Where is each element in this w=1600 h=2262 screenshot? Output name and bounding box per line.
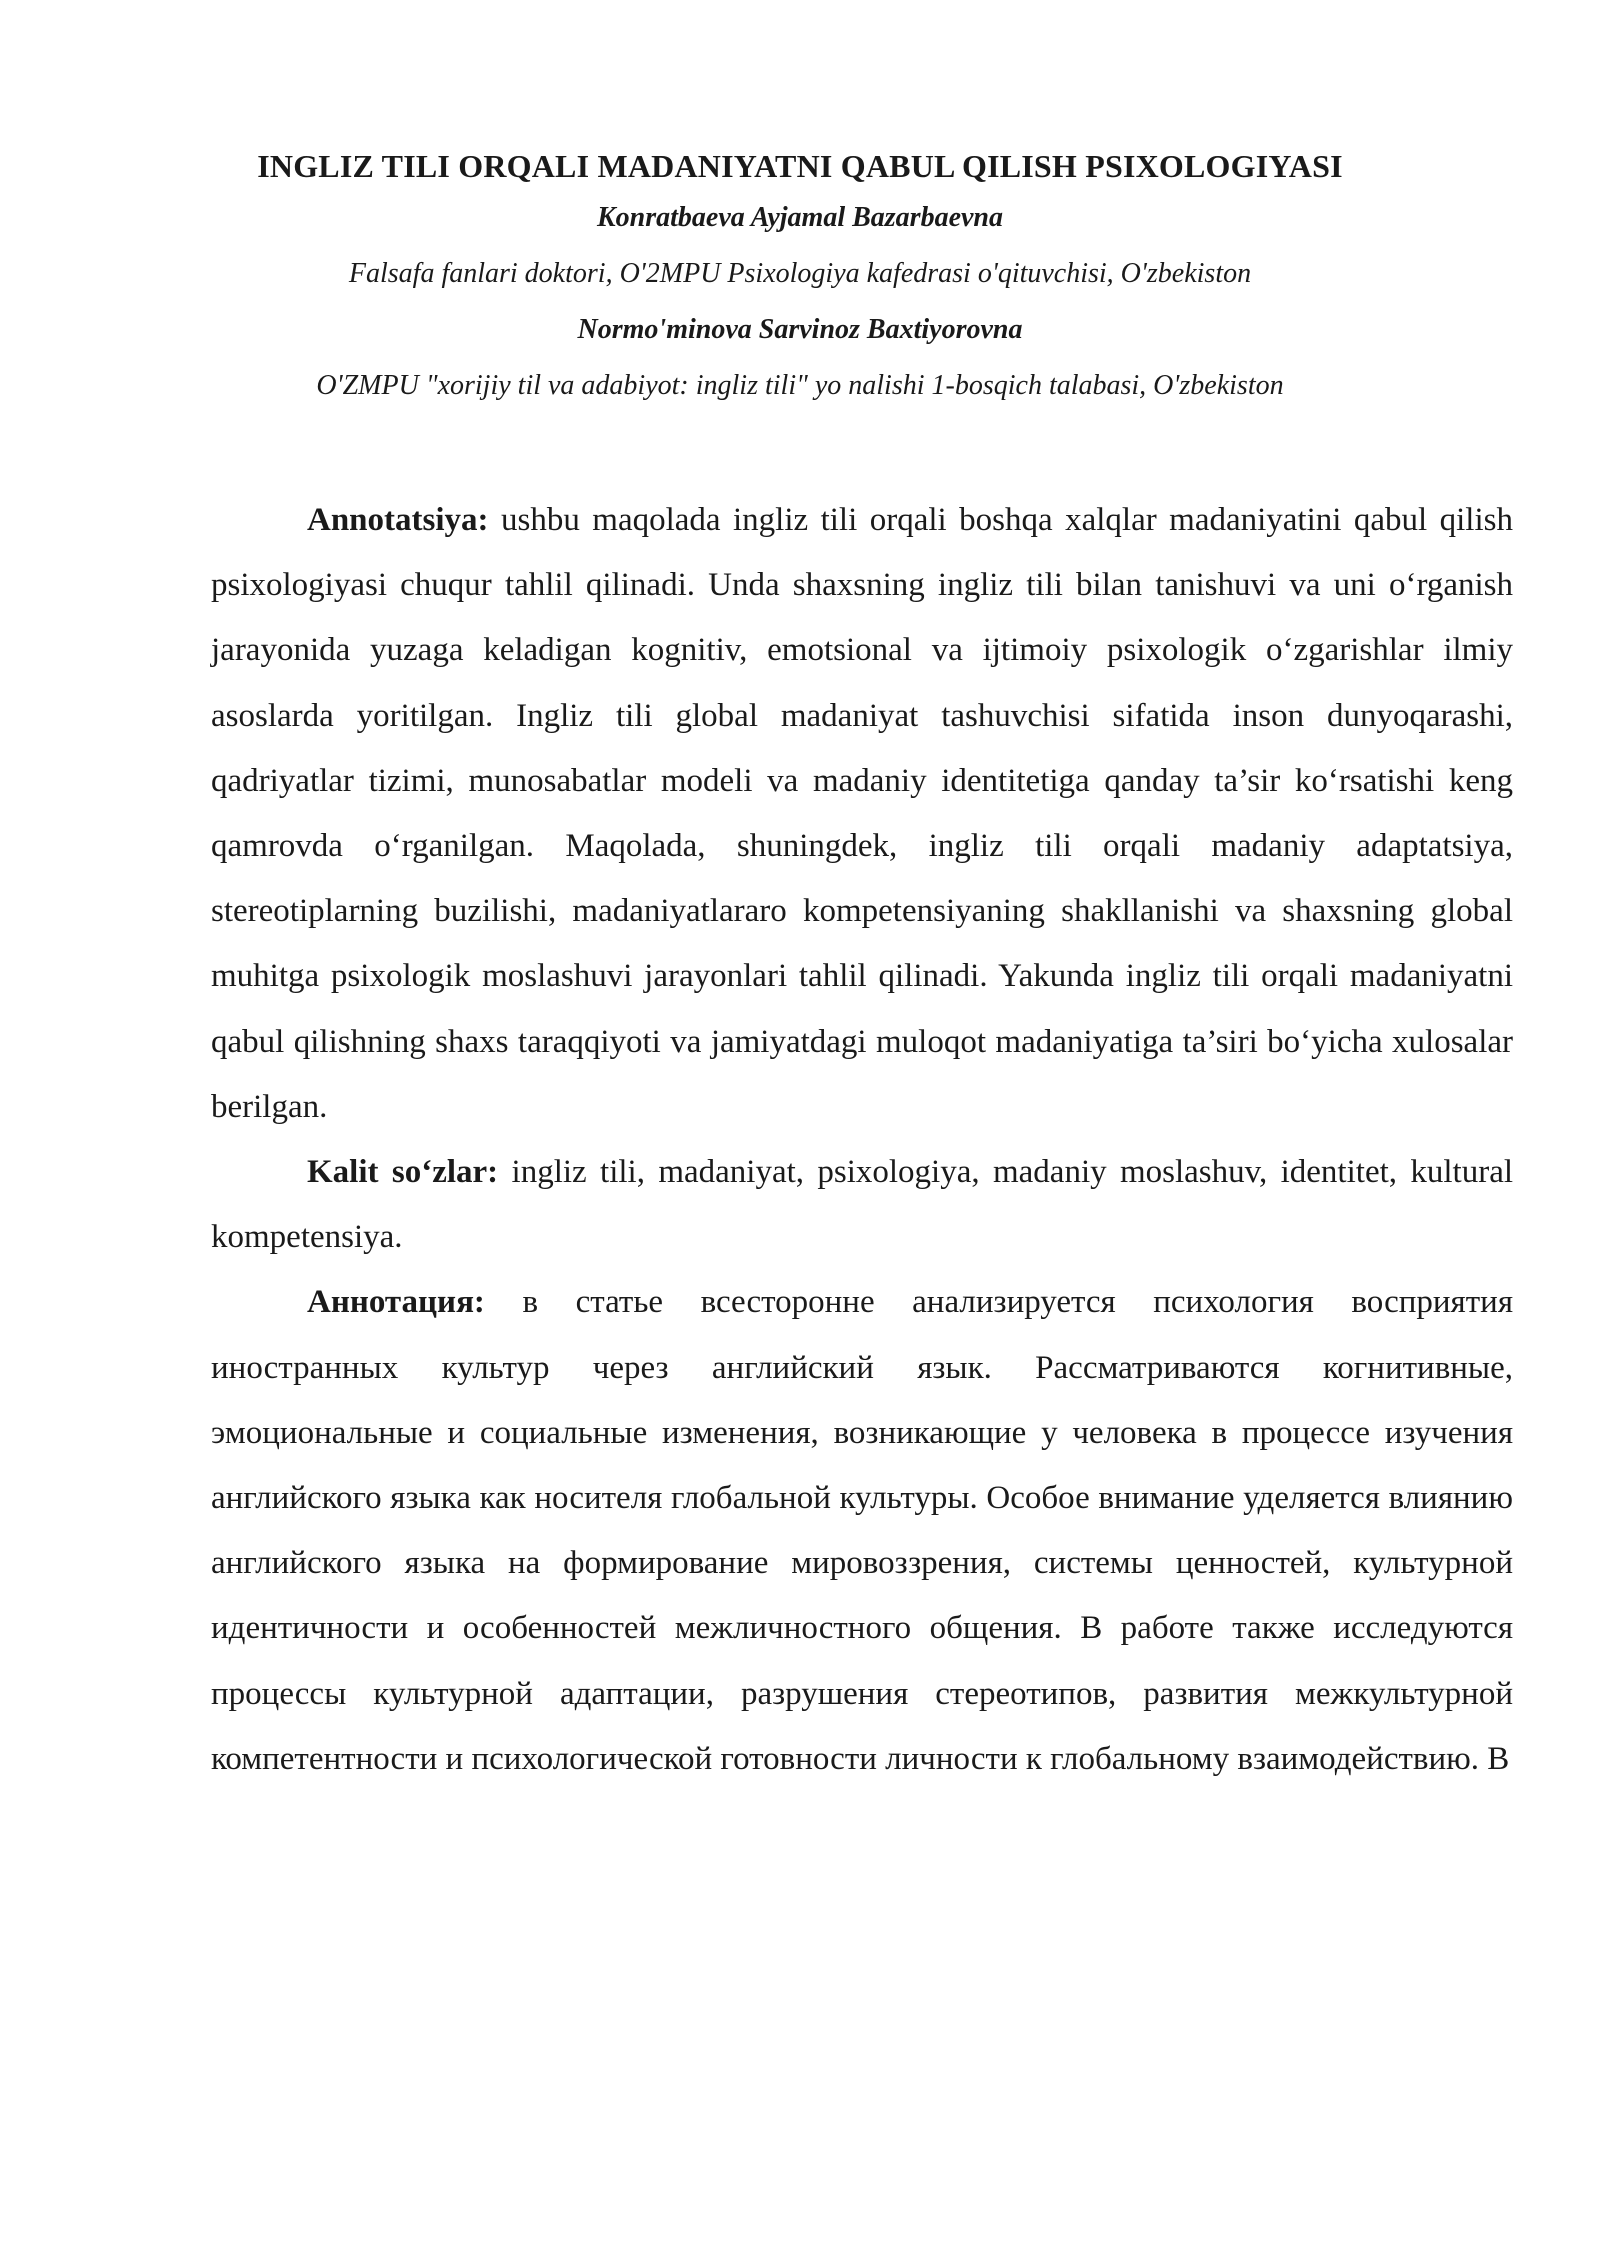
annotation-uz-paragraph	[211, 488, 1513, 1140]
author-affiliation-2: O'ZMPU "xorijiy til va adabiyot: ingliz tili" yo nalishi 1-bosqich talabasi, O'zbekiston	[316, 370, 1284, 401]
annotation-uz-text: ushbu maqolada ingliz tili orqali boshqa xalqlar madaniyatini qabul qilish psixologiyasi chuqur tahlil qilinadi. Unda shaxsning ingliz tili bilan tanishuvi va uni o‘rganish jarayonida yuzaga keladigan kognitiv, emotsional va ijtimoiy psixologik o‘zgarishlar ilmiy asoslarda yoritilgan. Ingliz tili global madaniyat tashuvchisi sifatida inson dunyoqarashi, qadriyatlar tizimi, munosabatlar modeli va madaniy identitetiga qanday ta’sir ko‘rsatishi keng qamrovda o‘rganilgan. Maqolada, shuningdek, ingliz tili orqali madaniy adaptatsiya, stereotiplarning buzilishi, madaniyatlararo kompetensiyaning shakllanishi va shaxsning global muhitga psixologik moslashuvi jarayonlari tahlil qilinadi. Yakunda ingliz tili orqali madaniyatni qabul qilishning shaxs taraqqiyoti va jamiyatdagi muloqot madaniyatiga ta’siri bo‘yicha xulosalar berilgan.	[211, 502, 1513, 1125]
annotation-uz-label: Annotatsiya:	[307, 502, 489, 538]
author-name-1: Konratbaeva Ayjamal Bazarbaevna	[597, 202, 1003, 233]
keywords-uz-paragraph	[211, 1140, 1513, 1270]
paper-header	[0, 142, 1600, 414]
annotation-ru-label: Аннотация:	[307, 1284, 485, 1321]
keywords-uz-text: ingliz tili, madaniyat, psixologiya, madaniy moslashuv, identitet, kultural kompetensiya.	[211, 1154, 1514, 1256]
annotation-ru-paragraph	[211, 1270, 1513, 1792]
author-name-2: Normo'minova Sarvinoz Baxtiyorovna	[577, 314, 1023, 345]
author-affiliation-1: Falsafa fanlari doktori, O'2MPU Psixologiya kafedrasi o'qituvchisi, O'zbekiston	[348, 258, 1252, 289]
paper-title: INGLIZ TILI ORQALI MADANIYATNI QABUL QILISH PSIXOLOGIYASI	[257, 148, 1343, 184]
annotation-ru-text: в статье всесторонне анализируется психология восприятия иностранных культур через английский язык. Рассматриваются когнитивные, эмоциональные и социальные изменения, возникающие у человека в процессе изучения английского языка как носителя глобальной культуры. Особое внимание уделяется влиянию английского языка на формирование мировоззрения, системы ценностей, культурной идентичности и особенностей межличностного общения. В работе также исследуются процессы культурной адаптации, разрушения стереотипов, развития межкультурной компетентности и психологической готовности личности к глобальному взаимодействию. В	[211, 1284, 1513, 1777]
paper-body	[211, 488, 1513, 1792]
keywords-uz-label: Kalit so‘zlar:	[307, 1154, 499, 1191]
